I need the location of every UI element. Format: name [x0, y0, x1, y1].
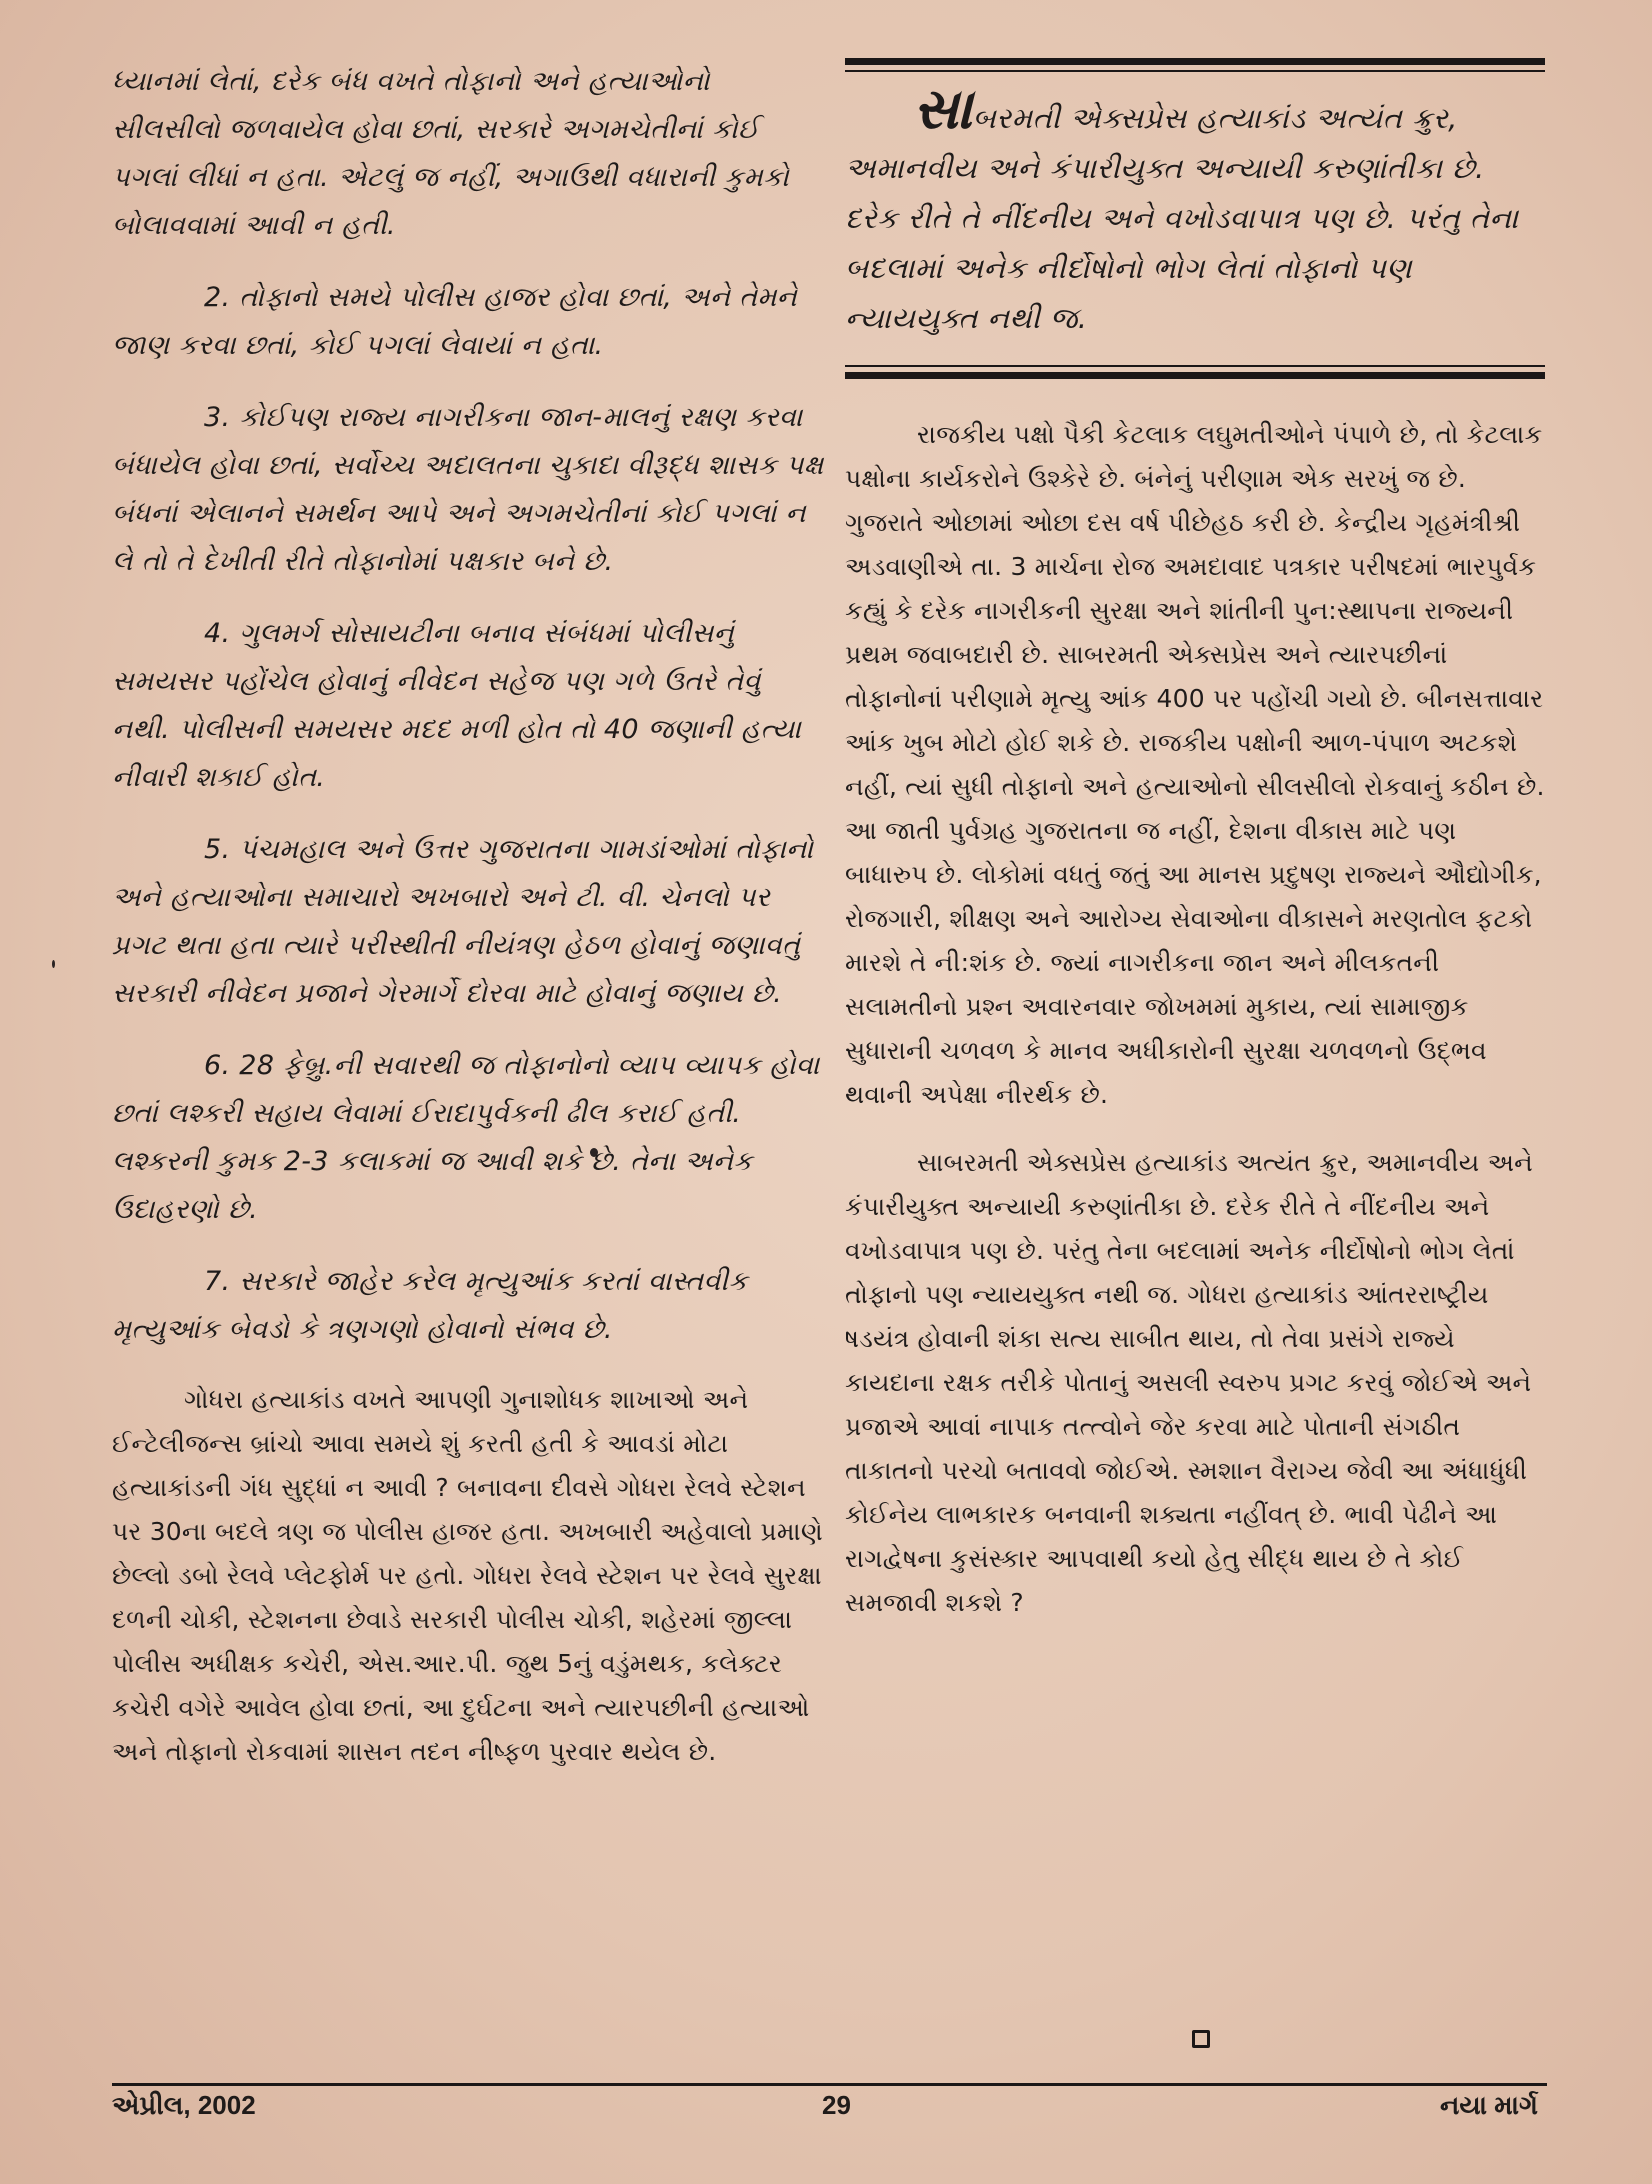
intro-paragraph: ધ્યાનમાં લેતાં, દરેક બંધ વખતે તોફાનો અને હત્યાઓનો સીલસીલો જળવાયેલ હોવા છતાં, સરકારે અગમચેતીનાં કોઈ પગલાં લીધાં ન હતા. એટલું જ નહીં, અગાઉથી વધારાની કુમકો બોલાવવામાં આવી ન હતી.: [112, 66, 790, 241]
right-column: [845, 58, 1545, 1649]
left-column: [112, 58, 824, 1798]
point-7: 7. સરકારે જાહેર કરેલ મૃત્યુઆંક કરતાં વાસ્તવીક મૃત્યુઆંક બેવડો કે ત્રણગણો હોવાનો સંભવ છે.: [112, 1266, 748, 1345]
footer-date: એપ્રીલ, 2002: [112, 2090, 256, 2120]
pull-quote-bottom-rule-thin: [845, 365, 1545, 367]
right-paragraph-1: રાજકીય પક્ષો પૈકી કેટલાક લઘુમતીઓને પંપાળે છે, તો કેટલાક પક્ષોના કાર્યકરોને ઉશ્કેરે છે. બંનેનું પરીણામ એક સરખું જ છે. ગુજરાતે ઓછામાં ઓછા દસ વર્ષ પીછેહઠ કરી છે. કેન્દ્રીય ગૃહમંત્રીશ્રી અડવાણીએ તા. 3 માર્ચના રોજ અમદાવાદ પત્રકાર પરીષદમાં ભારપુર્વક કહ્યું કે દરેક નાગરીકની સુરક્ષા અને શાંતીની પુન:સ્થાપના રાજ્યની પ્રથમ જવાબદારી છે. સાબરમતી એક્સપ્રેસ અને ત્યારપછીનાં તોફાનોનાં પરીણામે મૃત્યુ આંક 400 પર પહોંચી ગયો છે. બીનસત્તાવાર આંક ખુબ મોટો હોઈ શકે છે. રાજકીય પક્ષોની આળ-પંપાળ અટકશે નહીં, ત્યાં સુધી તોફાનો અને હત્યાઓનો સીલસીલો રોકવાનું કઠીન છે. આ જાતી પુર્વગ્રહ ગુજરાતના જ નહીં, દેશના વીકાસ માટે પણ બાધારુપ છે. લોકોમાં વધતું જતું આ માનસ પ્રદુષણ રાજ્યને ઔદ્યોગીક, રોજગારી, શીક્ષણ અને આરોગ્ય સેવાઓના વીકાસને મરણતોલ ફટકો મારશે તે ની:શંક છે. જ્યાં નાગરીકના જાન અને મીલકતની સલામતીનો પ્રશ્ન અવારનવાર જોખમમાં મુકાય, ત્યાં સામાજીક સુધારાની ચળવળ કે માનવ અધીકારોની સુરક્ષા ચળવળનો ઉદ્ભવ થવાની અપેક્ષા નીરર્થક છે.: [845, 420, 1545, 1109]
point-6: 6. 28 ફેબ્રુ.ની સવારથી જ તોફાનોનો વ્યાપ વ્યાપક હોવા છતાં લશ્કરી સહાય લેવામાં ઈરાદાપુર્વકની ઢીલ કરાઈ હતી. લશ્કરની કુમક 2-3 કલાકમાં જ આવી શકે છે. તેના અનેક ઉદાહરણો છે.: [112, 1050, 820, 1225]
point-5: 5. પંચમહાલ અને ઉત્તર ગુજરાતના ગામડાંઓમાં તોફાનો અને હત્યાઓના સમાચારો અખબારો અને ટી. વી. ચેનલો પર પ્રગટ થતા હતા ત્યારે પરીસ્થીતી નીયંત્રણ હેઠળ હોવાનું જણાવતું સરકારી નીવેદન પ્રજાને ગેરમાર્ગે દોરવા માટે હોવાનું જણાય છે.: [112, 834, 814, 1009]
article-end-mark: [1192, 2030, 1210, 2048]
right-paragraph-2: સાબરમતી એક્સપ્રેસ હત્યાકાંડ અત્યંત ક્રુર, અમાનવીય અને કંપારીયુક્ત અન્યાયી કરુણાંતીકા છે. દરેક રીતે તે નીંદનીય અને વખોડવાપાત્ર પણ છે. પરંતુ તેના બદલામાં અનેક નીર્દોષોનો ભોગ લેતાં તોફાનો પણ ન્યાયયુક્ત નથી જ. ગોધરા હત્યાકાંડ આંતરરાષ્ટ્રીય ષડયંત્ર હોવાની શંકા સત્ય સાબીત થાય, તો તેવા પ્રસંગે રાજ્યે કાયદાના રક્ષક તરીકે પોતાનું અસલી સ્વરુપ પ્રગટ કરવું જોઈએ અને પ્રજાએ આવાં નાપાક તત્ત્વોને જેર કરવા માટે પોતાની સંગઠીત તાકાતનો પરચો બતાવવો જોઈએ. સ્મશાન વૈરાગ્ય જેવી આ અંધાધુંધી કોઈનેય લાભકારક બનવાની શક્યતા નહીંવત્ છે. ભાવી પેઢીને આ રાગદ્વેષના કુસંસ્કાર આપવાથી કયો હેતુ સીદ્ધ થાય છે તે કોઈ સમજાવી શકશે ?: [845, 1148, 1533, 1617]
point-2: 2. તોફાનો સમયે પોલીસ હાજર હોવા છતાં, અને તેમને જાણ કરવા છતાં, કોઈ પગલાં લેવાયાં ન હતા.: [112, 282, 798, 361]
point-3: 3. કોઈપણ રાજ્ય નાગરીકના જાન-માલનું રક્ષણ કરવા બંધાયેલ હોવા છતાં, સર્વોચ્ચ અદાલતના ચુકાદા વીરૂદ્ધ શાસક પક્ષ બંધનાં એલાનને સમર્થન આપે અને અગમચેતીનાં કોઈ પગલાં ન લે તો તે દેખીતી રીતે તોફાનોમાં પક્ષકાર બને છે.: [112, 402, 824, 577]
pull-quote-bottom-rule: [845, 372, 1545, 379]
footer-rule: [112, 2083, 1547, 2086]
pull-quote-text: [845, 77, 1545, 343]
pull-quote-top-rule-thin: [845, 70, 1545, 72]
magazine-name: નયા માર્ગ: [1440, 2090, 1538, 2120]
pull-quote-body: બરમતી એક્સપ્રેસ હત્યાકાંડ અત્યંત ક્રુર, અમાનવીય અને કંપારીયુક્ત અન્યાયી કરુણાંતીકા છે. દરેક રીતે તે નીંદનીય અને વખોડવાપાત્ર પણ છે. પરંતુ તેના બદલામાં અનેક નીર્દોષોનો ભોગ લેતાં તોફાનો પણ ન્યાયયુક્ત નથી જ.: [845, 101, 1519, 335]
pull-quote-top-rule: [845, 58, 1545, 65]
closing-paragraph: ગોધરા હત્યાકાંડ વખતે આપણી ગુનાશોધક શાખાઓ અને ઈન્ટેલીજન્સ બ્રાંચો આવા સમયે શું કરતી હતી કે આવડાં મોટા હત્યાકાંડની ગંધ સુદ્ધાં ન આવી ? બનાવના દીવસે ગોધરા રેલવે સ્ટેશન પર 30ના બદલે ત્રણ જ પોલીસ હાજર હતા. અખબારી અહેવાલો પ્રમાણે છેલ્લો ડબો રેલવે પ્લેટફોર્મ પર હતો. ગોધરા રેલવે સ્ટેશન પર રેલવે સુરક્ષા દળની ચોકી, સ્ટેશનના છેવાડે સરકારી પોલીસ ચોકી, શહેરમાં જીલ્લા પોલીસ અધીક્ષક કચેરી, એસ.આર.પી. જુથ 5નું વડુંમથક, કલેક્ટર કચેરી વગેરે આવેલ હોવા છતાં, આ દુર્ઘટના અને ત્યારપછીની હત્યાઓ અને તોફાનો રોકવામાં શાસન તદન નીષ્ફળ પુરવાર થયેલ છે.: [112, 1385, 823, 1766]
ink-spot: [52, 960, 55, 968]
pull-quote-dropcap: સા: [913, 77, 973, 142]
point-4: 4. ગુલમર્ગ સોસાયટીના બનાવ સંબંધમાં પોલીસનું સમયસર પહોંચેલ હોવાનું નીવેદન સહેજ પણ ગળે ઉતરે તેવું નથી. પોલીસની સમયસર મદદ મળી હોત તો 40 જણાની હત્યા નીવારી શકાઈ હોત.: [112, 618, 802, 793]
pull-quote: [845, 58, 1545, 379]
page-number: 29: [822, 2090, 851, 2120]
